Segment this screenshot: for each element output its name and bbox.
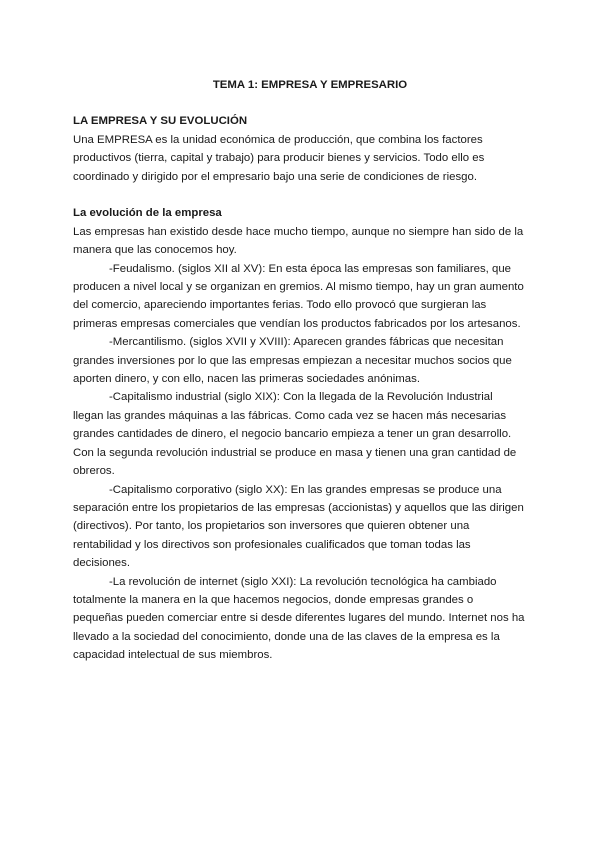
list-item-feudalismo: -Feudalismo. (siglos XII al XV): En esta época las empresas son familiares, que producen a nivel local y se organizan en gremios. Al mismo tiempo, hay un gran aumento del comercio, apareciendo importantes ferias. Todo ello provocó que surgieran las primeras empresas comerciales que vendían los productos fabricados por los artesanos. [73, 262, 524, 330]
spacer [73, 186, 525, 204]
section-heading-evolucion: La evolución de la empresa [73, 207, 222, 220]
list-item-revolucion-internet: -La revolución de internet (siglo XXI): La revolución tecnológica ha cambiado totalmente la manera en la que hacemos negocios, donde empresas grandes o pequeñas pueden comerciar entre si desde diferentes lugares del mundo. Internet nos ha llevado a la sociedad del conocimiento, donde una de las claves de la empresa es la capacidad intelectual de sus miembros. [73, 575, 525, 662]
document-title: TEMA 1: EMPRESA Y EMPRESARIO [212, 79, 408, 91]
paragraph-intro-evolucion: Las empresas han existido desde hace mucho tiempo, aunque no siempre han sido de la manera que las conocemos hoy. [73, 225, 524, 257]
list-item-capitalismo-corporativo: -Capitalismo corporativo (siglo XX): En las grandes empresas se produce una separación entre los propietarios de las empresas (accionistas) y aquellos que las dirigen (directivos). Por tanto, los propietarios son inversores que quieren obtener una rentabilidad y los directivos son profesionales cualificados que toman todas las decisiones. [73, 483, 524, 570]
paragraph-definicion-empresa: Una EMPRESA es la unidad económica de producción, que combina los factores productivos (tierra, capital y trabajo) para producir bienes y servicios. Todo ello es coordinado y dirigido por el empresario bajo una serie de condiciones de riesgo. [73, 133, 485, 183]
list-item-mercantilismo: -Mercantilismo. (siglos XVII y XVIII): Aparecen grandes fábricas que necesitan grandes inversiones por lo que las empresas empiezan a necesitar muchos socios que aporten dinero, y con ello, nacen las primeras sociedades anónimas. [73, 336, 512, 386]
section-heading-empresa-evolucion: LA EMPRESA Y SU EVOLUCIÓN [73, 115, 248, 128]
document-body [73, 76, 525, 665]
list-item-capitalismo-industrial: -Capitalismo industrial (siglo XIX): Con la llegada de la Revolución Industrial llegan las grandes máquinas a las fábricas. Como cada vez se hacen más necesarias grandes cantidades de dinero, el negocio bancario empieza a tener un gran desarrollo. Con la segunda revolución industrial se produce en masa y tienen una gran cantidad de obreros. [73, 391, 517, 478]
